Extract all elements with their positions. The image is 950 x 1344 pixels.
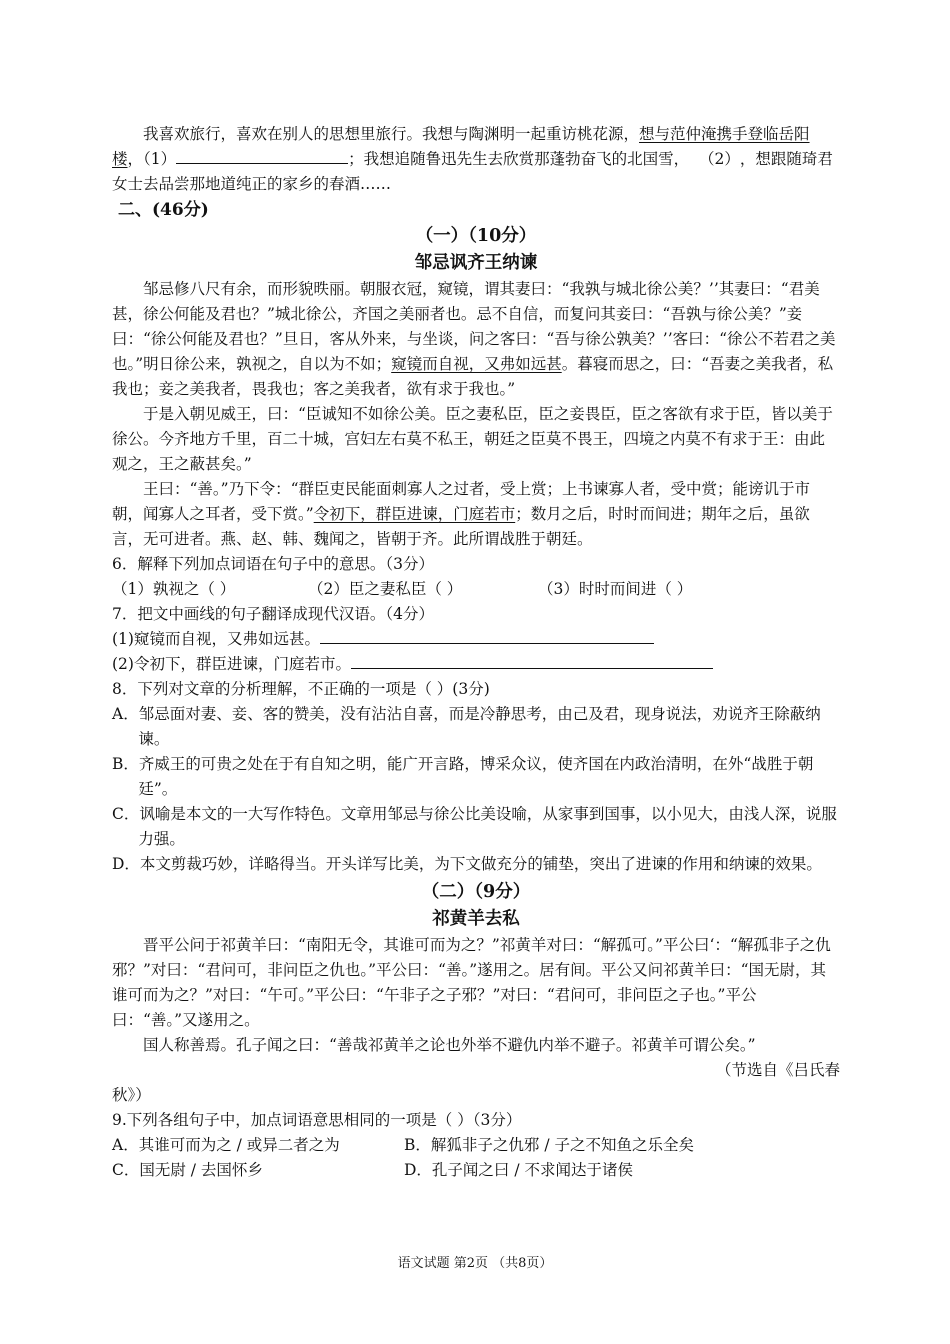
intro-text: 我喜欢旅行，喜欢在别人的思想里旅行。我想与陶渊明一起重访桃花源， bbox=[143, 125, 640, 143]
q9-option-b[interactable]: B．解狐非子之仇邪 / 子之不知鱼之乐全矣 bbox=[404, 1136, 694, 1154]
q9-option-c[interactable]: C．国无尉 / 去国怀乡 bbox=[112, 1161, 263, 1179]
q9-option-d[interactable]: D．孔子闻之曰 / 不求闻达于诸侯 bbox=[404, 1161, 634, 1179]
question-7-stem: 7．把文中画线的句子翻译成现代汉语。（4分） bbox=[112, 605, 434, 623]
answer-blank-1[interactable] bbox=[176, 148, 348, 164]
intro-underlined-text: 想与范仲淹携手登临岳阳楼 bbox=[112, 125, 810, 168]
passage2-source: （节选自《吕氏春 bbox=[715, 1061, 840, 1079]
q7-item-1 bbox=[112, 627, 840, 652]
passage1-paragraph-1 bbox=[112, 277, 840, 402]
underlined-sentence: 令初下，群臣进谏，门庭若市 bbox=[313, 505, 516, 523]
q8-option-c[interactable]: C．讽喻是本文的一大写作特色。文章用邹忌与徐公比美设喻，从家事到国事，以小见大，由浅人深，说服力强。 bbox=[112, 805, 837, 848]
underlined-sentence: 窥镜而自视，又弗如远甚 bbox=[391, 355, 562, 373]
q7-sentence: (1)窥镜而自视，又弗如远甚。 bbox=[112, 630, 320, 648]
part1-title: 邹忌讽齐王纳谏 bbox=[414, 253, 538, 273]
passage2-paragraph-2: 国人称善焉。孔子闻之曰：“善哉祁黄羊之论也外举不避仇内举不避子。祁黄羊可谓公矣。” bbox=[143, 1036, 756, 1054]
part1-heading: （一）（10分） bbox=[415, 226, 537, 246]
intro-paragraph bbox=[112, 122, 840, 197]
intro-text: ；我想追随鲁迅先生去欣赏那蓬勃奋飞的北国雪， bbox=[348, 150, 690, 168]
exam-page bbox=[112, 122, 840, 1183]
passage-text: 邹忌修八尺有余，而形貌昳丽。朝服衣冠，窥镜，谓其妻曰：“我孰与城北徐公美？’’其妻曰：“君美甚，徐公何能及君也？”城北徐公，齐国之美丽者也。忌不自信，而复问其妾曰：“吾孰与徐公美？”妾曰：“徐公何能及君也？”旦日，客从外来，与坐谈，问之客曰：“吾与徐公孰美？’’客曰：“徐公不若君之美也。”明日徐公来，孰视之，自以为不如； bbox=[112, 280, 836, 373]
passage-text: 。暮寝而思之，曰：“吾妻之美我者，私我也；妾之美我者，畏我也；客之美我者，欲有求于我也。” bbox=[112, 355, 834, 398]
q8-option-a[interactable]: A．邹忌面对妻、妾、客的赞美，没有沾沾自喜，而是冷静思考，由己及君，现身说法，劝说齐王除蔽纳谏。 bbox=[112, 705, 821, 748]
q6-item-1[interactable]: （1）孰视之（ ） bbox=[112, 580, 236, 598]
q7-answer-line-2[interactable] bbox=[351, 653, 713, 669]
passage2-source-continued: 秋》） bbox=[112, 1086, 151, 1104]
q7-item-2 bbox=[112, 652, 840, 677]
intro-text: ，（1） bbox=[127, 150, 177, 168]
question-8-stem: 8．下列对文章的分析理解，不正确的一项是（ ）(3分) bbox=[112, 680, 490, 698]
q9-options bbox=[112, 1133, 840, 1183]
passage-text: 王曰：“善。”乃下令：“群臣吏民能面刺寡人之过者，受上赏；上书谏寡人者，受中赏；能谤讥于市朝，闻寡人之耳者，受下赏。” bbox=[112, 480, 811, 523]
part2-title: 祁黄羊去私 bbox=[432, 909, 520, 929]
passage-text: ；数月之后，时时而间进；期年之后，虽欲言，无可进者。燕、赵、韩、魏闻之，皆朝于齐。此所谓战胜于朝廷。 bbox=[112, 505, 810, 548]
question-9-stem: 9.下列各组句子中，加点词语意思相同的一项是（ ）（3分） bbox=[112, 1111, 522, 1129]
passage1-paragraph-3 bbox=[112, 477, 840, 552]
q8-option-b[interactable]: B．齐威王的可贵之处在于有自知之明，能广开言路，博采众议，使齐国在内政治清明，在外“战胜于朝廷”。 bbox=[112, 755, 814, 798]
part2-heading: （二）（9分） bbox=[421, 882, 531, 902]
passage2-paragraph-1: 晋平公问于祁黄羊曰：“南阳无令，其谁可而为之？”祁黄羊对曰：“解孤可。”平公曰‘：“解孤非子之仇邪？”对曰：“君问可，非问臣之仇也。”平公曰：“善。”遂用之。居有间。平公又问祁黄羊曰：“国无尉，其谁可而为之？”对曰：“午可。”平公曰：“午非子之子邪？”对曰：“君问可，非问臣之子也。”平公曰：“善。”又遂用之。 bbox=[112, 936, 831, 1029]
q9-option-a[interactable]: A．其谁可而为之 / 或异二者之为 bbox=[112, 1136, 340, 1154]
page-footer: 语文试题 第2页 （共8页） bbox=[397, 1256, 553, 1271]
intro-text: ，想跟随琦君女士去品尝那地道纯正的家乡的春酒…… bbox=[112, 150, 833, 193]
question-6-stem: 6．解释下列加点词语在句子中的意思。（3分） bbox=[112, 555, 434, 573]
q6-item-2[interactable]: （2）臣之妻私臣（ ） bbox=[308, 580, 463, 598]
q7-sentence: (2)令初下，群臣进谏，门庭若市。 bbox=[112, 655, 351, 673]
q7-answer-line-1[interactable] bbox=[320, 628, 654, 644]
section-heading: 二、(46分) bbox=[118, 200, 209, 220]
question-6-items bbox=[112, 577, 840, 602]
intro-text: （2） bbox=[699, 150, 740, 168]
q8-option-d[interactable]: D．本文剪裁巧妙，详略得当。开头详写比美，为下文做充分的铺垫，突出了进谏的作用和纳谏的效果。 bbox=[112, 855, 822, 873]
passage1-paragraph-2: 于是入朝见威王，曰：“臣诚知不如徐公美。臣之妻私臣，臣之妾畏臣，臣之客欲有求于臣，皆以美于徐公。今齐地方千里，百二十城，宫妇左右莫不私王，朝廷之臣莫不畏王，四境之内莫不有求于王：由此观之，王之蔽甚矣。” bbox=[112, 405, 833, 473]
q6-item-3[interactable]: （3）时时而间进（ ） bbox=[538, 580, 693, 598]
